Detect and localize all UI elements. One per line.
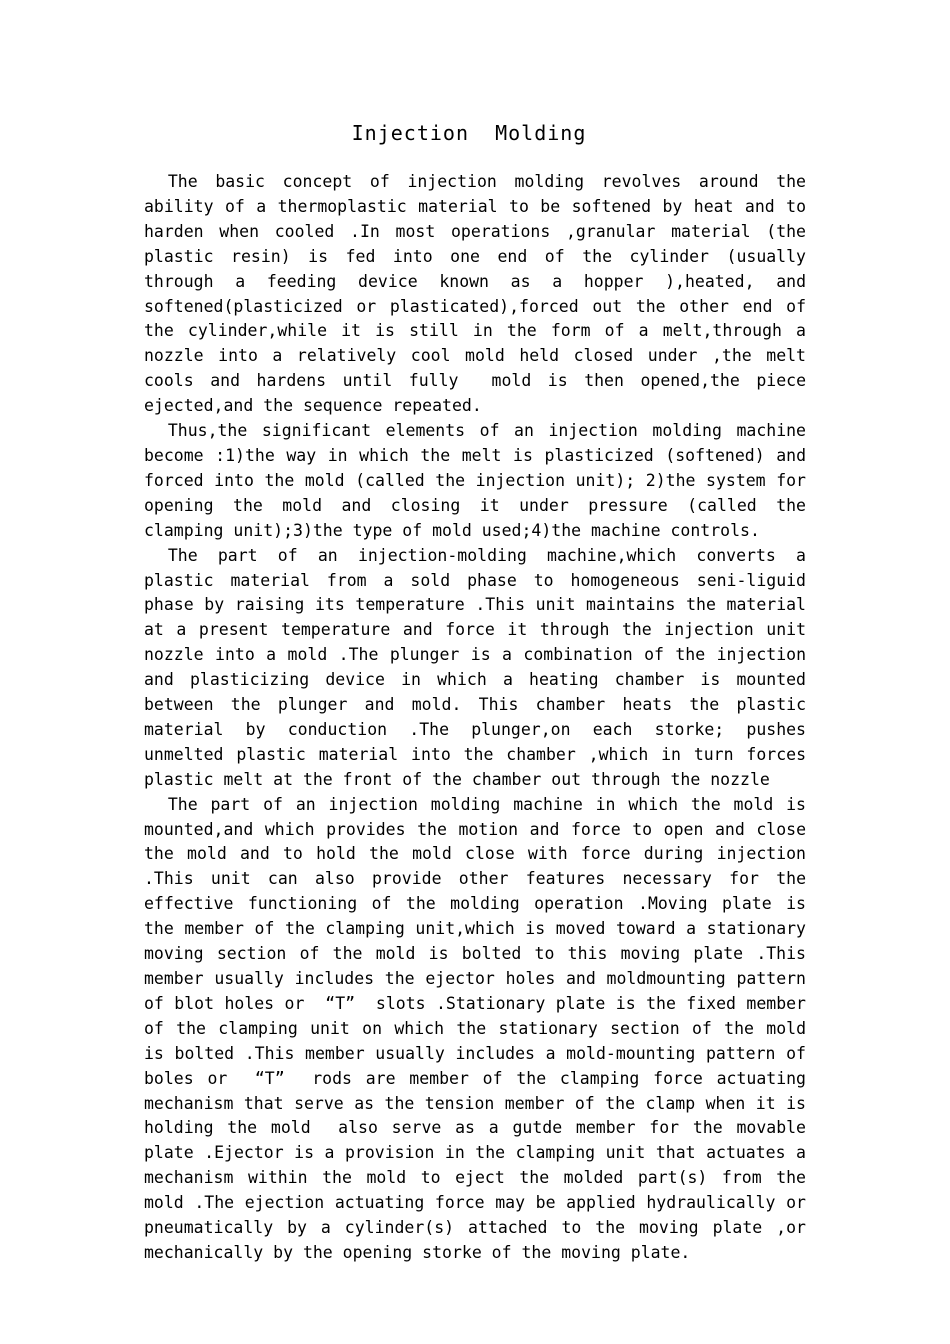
document-title: Injection Molding <box>351 121 587 145</box>
paragraph-injection-unit: The part of an injection-molding machine,which converts a plastic material from a sold phase to homogeneous seni-liguid phase by raising its temperature .This unit maintains the material at a present temperature and force it through the injection unit nozzle into a mold .The plunger is a combination of the injection and plasticizing device in which a heating chamber is mounted between the plunger and mold. This chamber heats the plastic material by conduction .The plunger,on each storke; pushes unmelted plastic material into the chamber ,which in turn forces plastic melt at the front of the chamber out through the nozzle <box>144 545 816 789</box>
paragraph-clamping-unit: The part of an injection molding machine in which the mold is mounted,and which provides the motion and force to open and close the mold and to hold the mold close with force during injection .This unit can also provide other features necessary for the effective functioning of the molding operation .Moving plate is the member of the clamping unit,which is moved toward a stationary moving section of the mold is bolted to this moving plate .This member usually includes the ejector holes and moldmounting pattern of blot holes or “T” slots .Stationary plate is the fixed member of the clamping unit on which the stationary section of the mold is bolted .This member usually includes a mold-mounting pattern of boles or “T” rods are member of the clamping force actuating mechanism that serve as the tension member of the clamp when it is holding the mold also serve as a gutde member for the movable plate .Ejector is a provision in the clamping unit that actuates a mechanism within the mold to eject the molded part(s) from the mold .The ejection actuating force may be applied hydraulically or pneumatically by a cylinder(s) attached to the moving plate ,or mechanically by the opening storke of the moving plate. <box>144 794 826 1262</box>
document-body <box>144 170 826 1266</box>
paragraph-injection-concept: The basic concept of injection molding revolves around the ability of a thermoplastic material to be softened by heat and to harden when cooled .In most operations ,granular material (the plastic resin) is fed into one end of the cylinder (usually through a feeding device known as a hopper ),heated, and softened(plasticized or plasticated),forced out the other end of the cylinder,while it is still in the form of a melt,through a nozzle into a relatively cool mold held closed under ,the melt cools and hardens until fully mold is then opened,the piece ejected,and the sequence repeated. <box>144 172 816 416</box>
paragraph-machine-elements: Thus,the significant elements of an injection molding machine become :1)the way in which the melt is plasticized (softened) and forced into the mold (called the injection unit); 2)the system for opening the mold and closing it under pressure (called the clamping unit);3)the type of mold used;4)the machine controls. <box>144 421 816 540</box>
